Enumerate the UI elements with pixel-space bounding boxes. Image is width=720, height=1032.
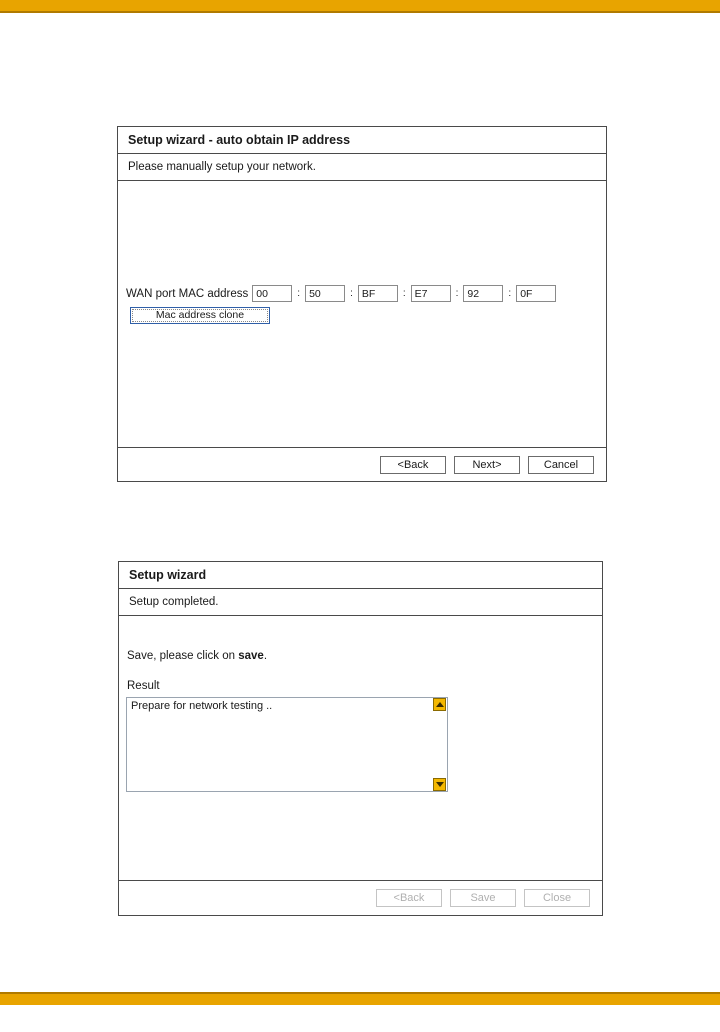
mac-separator: : xyxy=(455,288,459,299)
mac-octet-2[interactable] xyxy=(305,285,345,302)
dialog-footer xyxy=(118,448,606,481)
dialog-subtitle: Please manually setup your network. xyxy=(118,154,606,181)
setup-wizard-auto-ip-dialog xyxy=(117,126,607,482)
dialog-footer xyxy=(119,881,602,914)
save-instruction xyxy=(127,650,267,662)
mac-octet-4[interactable] xyxy=(411,285,451,302)
mac-separator: : xyxy=(402,288,406,299)
close-button[interactable]: Close xyxy=(524,889,590,907)
save-button[interactable]: Save xyxy=(450,889,516,907)
result-label: Result xyxy=(127,680,160,692)
result-textarea[interactable] xyxy=(126,697,448,792)
save-instruction-prefix: Save, please click on xyxy=(127,650,239,662)
save-instruction-suffix: . xyxy=(263,650,268,662)
mac-separator: : xyxy=(508,288,512,299)
page-top-rule xyxy=(0,11,720,13)
mac-octet-5[interactable] xyxy=(463,285,503,302)
mac-octet-1[interactable] xyxy=(252,285,292,302)
triangle-up-icon[interactable] xyxy=(433,698,446,711)
cancel-button[interactable]: Cancel xyxy=(528,456,594,474)
dialog-title: Setup wizard - auto obtain IP address xyxy=(118,127,606,154)
wan-mac-address-row xyxy=(126,285,556,302)
mac-address-clone-button[interactable]: Mac address clone xyxy=(130,307,270,324)
setup-wizard-completed-dialog xyxy=(118,561,603,916)
dialog-title: Setup wizard xyxy=(119,562,602,589)
mac-separator: : xyxy=(350,288,353,299)
dialog-subtitle: Setup completed. xyxy=(119,589,602,616)
result-text: Prepare for network testing .. xyxy=(131,700,273,712)
save-instruction-emphasis: save xyxy=(238,650,264,662)
mac-separator: : xyxy=(297,288,301,299)
mac-octet-3[interactable] xyxy=(358,285,398,302)
dialog-body xyxy=(118,181,606,448)
page-top-bar xyxy=(0,0,720,11)
next-button[interactable]: Next> xyxy=(454,456,520,474)
dialog-body xyxy=(119,616,602,881)
page-bottom-bar xyxy=(0,994,720,1005)
mac-octet-6[interactable] xyxy=(516,285,556,302)
triangle-down-icon[interactable] xyxy=(433,778,446,791)
wan-mac-address-label: WAN port MAC address xyxy=(126,287,249,300)
back-button[interactable]: <Back xyxy=(380,456,446,474)
result-scrollbar[interactable] xyxy=(432,698,447,791)
back-button[interactable]: <Back xyxy=(376,889,442,907)
